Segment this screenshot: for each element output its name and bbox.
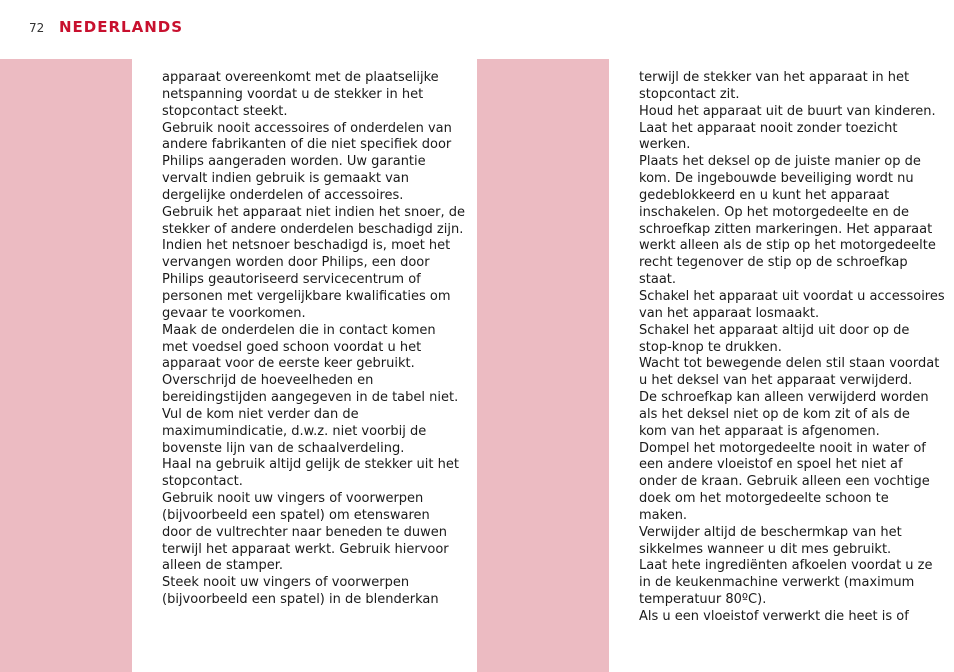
text-line: u het deksel van het apparaat verwijderd. [639,373,913,389]
text-line: stopcontact steekt. [162,103,288,119]
text-line: Maak de onderdelen die in contact komen [162,322,436,338]
text-line: Gebruik nooit accessoires of onderdelen van [162,120,452,136]
text-line: personen met vergelijkbare kwalificaties om [162,288,451,304]
text-line: (bijvoorbeeld een spatel) om etenswaren [162,507,430,523]
text-line: kom van het apparaat is afgenomen. [639,423,880,439]
text-line: maken. [639,507,688,523]
text-line: Philips aangeraden worden. Uw garantie [162,154,426,170]
text-line: terwijl de stekker van het apparaat in het [639,70,910,85]
text-line: alleen de stamper. [162,558,283,574]
text-line: staat. [639,272,677,288]
text-line: recht tegenover de stip op de schroefkap [639,255,908,271]
text-line: Verwijder altijd de beschermkap van het [639,524,902,540]
text-line: Haal na gebruik altijd gelijk de stekker uit het [162,457,459,473]
text-line: stekker of andere onderdelen beschadigd zijn. [162,221,464,237]
text-line: doek om het motorgedeelte schoon te [639,491,889,507]
text-line: schroefkap zitten markeringen. Het apparaat [639,221,933,237]
text-line: Indien het netsnoer beschadigd is, moet het [162,238,451,254]
text-line: onder de kraan. Gebruik alleen een vochtige [639,474,930,490]
text-line: werkt alleen als de stip op het motorgedeelte [639,238,936,254]
text-line: sikkelmes wanneer u dit mes gebruikt. [639,541,892,557]
text-line: Als u een vloeistof verwerkt die heet is of [639,609,909,624]
text-line: bovenste lijn van de schaalverdeling. [162,440,405,456]
text-line: met voedsel goed schoon voordat u het [162,339,422,355]
right-text-column [639,70,945,626]
left-margin-band [0,59,132,672]
text-line: vervangen worden door Philips, een door [162,255,430,271]
text-line: in de keukenmachine verwerkt (maximum [639,575,915,591]
text-line: Philips geautoriseerd servicecentrum of [162,272,421,288]
text-line: inschakelen. Op het motorgedeelte en de [639,204,909,220]
text-line: kom. De ingebouwde beveiliging wordt nu [639,171,914,187]
right-margin-band [477,59,609,672]
text-line: als het deksel niet op de kom zit of als de [639,406,910,422]
text-line: bereidingstijden aangegeven in de tabel niet. [162,390,459,406]
text-line: Laat hete ingrediënten afkoelen voordat u ze [639,558,933,574]
text-line: Gebruik nooit uw vingers of voorwerpen [162,491,424,507]
text-line: stop-knop te drukken. [639,339,782,355]
text-line: werken. [639,137,691,153]
page-number: 72 [29,21,45,35]
text-line: Laat het apparaat nooit zonder toezicht [639,120,898,136]
left-text-column [162,70,466,609]
text-line: Vul de kom niet verder dan de [162,406,359,422]
text-line: door de vultrechter naar beneden te duwen [162,524,448,540]
text-line: Wacht tot bewegende delen stil staan voordat [639,356,940,372]
text-line: apparaat voor de eerste keer gebruikt. [162,356,415,372]
text-line: apparaat overeenkomt met de plaatselijke [162,70,439,85]
text-line: een andere vloeistof en spoel het niet af [639,457,903,473]
text-line: gevaar te voorkomen. [162,305,306,321]
text-line: stopcontact. [162,474,243,490]
text-line: terwijl het apparaat werkt. Gebruik hiervoor [162,541,449,557]
text-line: Dompel het motorgedeelte nooit in water of [639,440,926,456]
text-line: temperatuur 80ºC). [639,592,767,608]
text-line: gedeblokkeerd en u kunt het apparaat [639,187,890,203]
text-line: De schroefkap kan alleen verwijderd worden [639,390,929,406]
text-line: Steek nooit uw vingers of voorwerpen [162,575,410,591]
text-line: dergelijke onderdelen of accessoires. [162,187,404,203]
text-line: van het apparaat losmaakt. [639,305,820,321]
text-line: maximumindicatie, d.w.z. niet voorbij de [162,423,427,439]
text-line: vervalt indien gebruik is gemaakt van [162,171,409,187]
text-line: Schakel het apparaat uit voordat u accessoires [639,288,945,304]
text-line: Plaats het deksel op de juiste manier op de [639,154,921,170]
text-line: Schakel het apparaat altijd uit door op de [639,322,910,338]
text-line: Overschrijd de hoeveelheden en [162,373,374,389]
text-line: (bijvoorbeeld een spatel) in de blenderkan [162,592,439,608]
text-line: Houd het apparaat uit de buurt van kinderen. [639,103,936,119]
text-line: stopcontact zit. [639,86,740,102]
text-line: andere fabrikanten of die niet specifiek door [162,137,452,153]
text-line: netspanning voordat u de stekker in het [162,86,424,102]
section-title: NEDERLANDS [59,18,184,36]
text-line: Gebruik het apparaat niet indien het snoer, de [162,204,466,220]
